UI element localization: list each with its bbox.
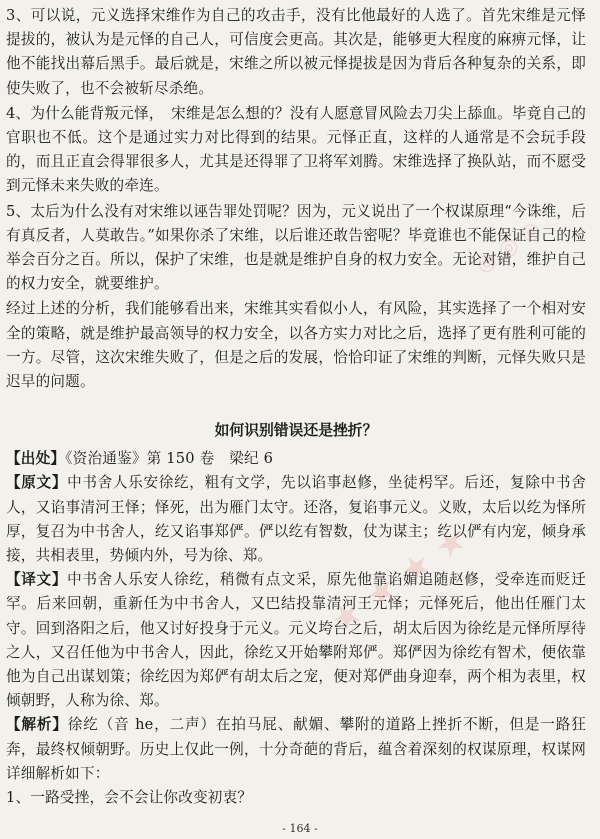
page-number: - 164 - <box>282 822 318 835</box>
translation-tag: 【译文】 <box>6 571 68 589</box>
analysis-paragraph <box>6 713 586 786</box>
analysis-tag: 【解析】 <box>6 716 68 734</box>
watermark-stamp: ★ ★ ★ ★ <box>322 518 475 642</box>
source-line <box>6 447 586 471</box>
original-tag: 【原文】 <box>6 474 68 492</box>
section-heading: 如何识别错误还是挫折？ <box>214 422 378 440</box>
original-text: 中书舍人乐安徐纥，粗有文学，先以谄事赵修，坐徒枵罕。后还，复除中书舍人，又谄事清河王怿；怿死，出为雁门太守。还洛，复谄事元义。义败，太后以纥为怿所厚，复召为中书舍人，纥又谄事郑俨。俨以纥有智数，仗为谋主；纥以俨有内宠，倾身承接，共相表里，势倾内外，号为徐、郑。 <box>6 474 586 565</box>
translation-paragraph <box>6 568 586 713</box>
analysis-text: 徐纥（音 he，二声）在拍马屁、献媚、攀附的道路上挫折不断，但是一路狂奔，最终权倾朝野。历史上仅此一例，十分奇葩的背后，蕴含着深刻的权谋原理，权谋网详细解析如下： <box>6 716 586 782</box>
source-tag: 【出处】 <box>6 450 66 468</box>
watermark-stamp-small: ◎ ◎ ◎ <box>471 216 546 279</box>
source-text: 《资治通鉴》第 150 卷 梁纪 6 <box>65 450 274 468</box>
original-text-paragraph <box>6 471 586 568</box>
paragraph-point-5: 5、太后为什么没有对宋维以诬告罪处罚呢？因为，元义说出了一个权谋原理“今诛维，后有真反者，人莫敢告。”如果你杀了宋维，以后谁还敢告密呢？毕竟谁也不能保证自己的检举会百分之百。所以，保护了宋维，也是就是维护自身的权力安全。无论对错，维护自己的权力安全，就要维护。 <box>6 202 586 293</box>
paragraph-point-3: 3、可以说，元义选择宋维作为自己的攻击手，没有比他最好的人选了。首先宋维是元怿提拔的，被认为是元怿的自己人，可信度会更高。其次是，能够更大程度的麻痹元怿，让他不能找出幕后黑手。最后就是，宋维之所以被元怿提拔是因为背后各种复杂的关系，即使失败了，也不会被斩尽杀绝。 <box>6 7 586 97</box>
paragraph-point-4: 4、为什么能背叛元怿， 宋维是怎么想的？没有人愿意冒风险去刀尖上舔血。毕竟自己的官职也不低。这个是通过实力对比得到的结果。元怿正直，这样的人通常是不会玩手段的，而且正直会得罪很多人，尤其是还得罪了卫将军刘腾。宋维选择了换队站，而不愿受到元怿未来失败的牵连。 <box>6 104 586 195</box>
translation-text: 中书舍人乐安人徐纥，稍微有点文采，原先他靠谄媚追随赵修，受牵连而贬迁罕。后来回朝，重新任为中书舍人，又巴结投靠清河王元怿；元怿死后，他出任雁门太守。回到洛阳之后，他又讨好投身于元义。元义垮台之后，胡太后因为徐纥是元怿所厚待之人，又召任他为中书舍人，因此，徐纥又开始攀附郑俨。郑俨因为徐纥有智术，便依靠他为自己出谋划策；徐纥因为郑俨有胡太后之宠，便对郑俨曲身迎奉，两个相为表里，权倾朝野，人称为徐、郑。 <box>6 571 586 710</box>
list-item-1: 1、一路受挫，会不会让你改变初衷？ <box>6 789 253 807</box>
paragraph-conclusion: 经过上述的分析，我们能够看出来，宋维其实看似小人，有风险，其实选择了一个相对安全的策略，就是维护最高领导的权力安全，以各方实力对比之后，选择了更有胜利可能的一方。尽管，这次宋维失败了，但是之后的发展，恰恰印证了宋维的判断，元怿失败只是迟早的问题。 <box>6 300 586 391</box>
